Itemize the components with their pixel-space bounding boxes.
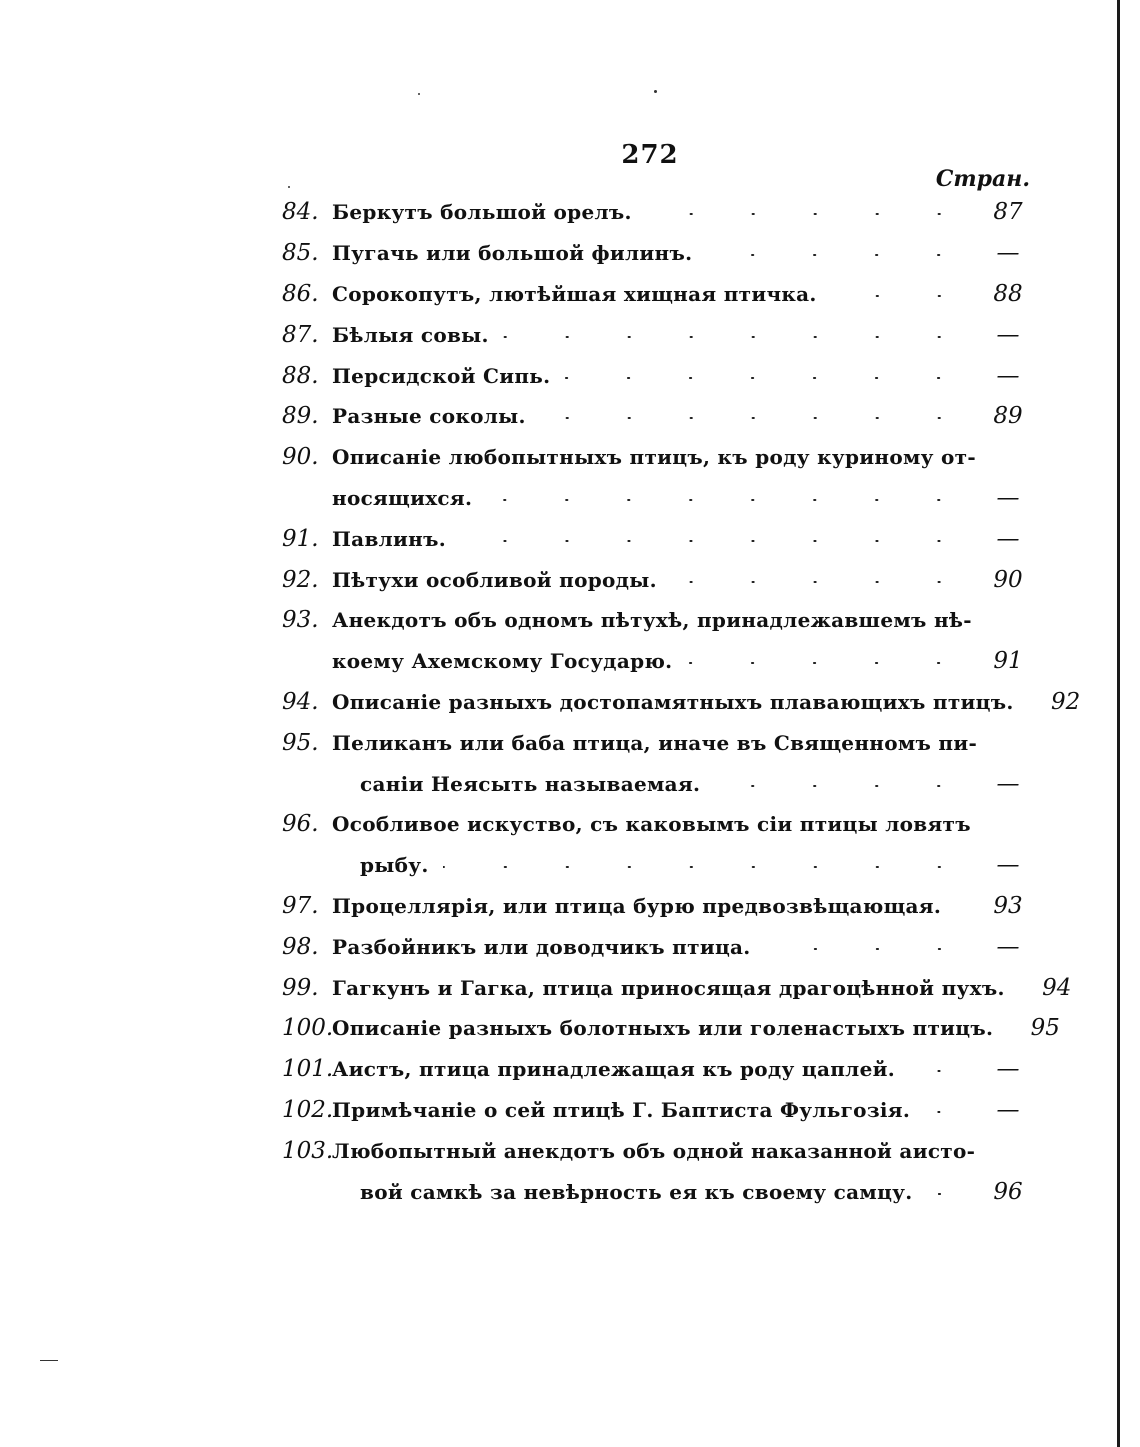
entry-page: — — [996, 852, 1020, 879]
dot-leader — [646, 213, 970, 215]
entry-title: Разные соколы. — [332, 404, 526, 429]
entry-number: 93. — [282, 607, 319, 634]
entry-title: Анекдотъ объ одномъ пѣтухѣ, принадлежавшемъ нѣ- — [332, 608, 972, 633]
table-of-contents — [282, 192, 1081, 1212]
entry-number: 99. — [282, 974, 319, 1001]
toc-entry — [282, 274, 1032, 315]
ink-speck — [418, 93, 420, 95]
entry-number: 84. — [282, 199, 319, 226]
entry-page: 92 — [1050, 688, 1081, 715]
toc-entry — [282, 437, 1032, 478]
toc-entry-continuation — [282, 478, 1032, 519]
page-column-header: Стран. — [935, 166, 1030, 192]
toc-entry — [282, 722, 1032, 763]
entry-page: — — [996, 770, 1020, 797]
entry-page: 88 — [993, 280, 1023, 307]
entry-title-continuation: саніи Неясыть называемая. — [360, 771, 701, 796]
entry-number: 101. — [282, 1056, 334, 1083]
ink-speck — [654, 90, 657, 93]
dot-leader — [443, 866, 970, 868]
ink-speck — [40, 1360, 58, 1361]
entry-title: Павлинъ. — [332, 526, 447, 551]
dot-leader — [909, 1070, 970, 1072]
entry-title-continuation: носящихся. — [332, 485, 473, 510]
entry-number: 88. — [282, 362, 319, 389]
toc-entry — [282, 192, 1032, 233]
entry-title: Любопытный анекдотъ объ одной наказанной аисто- — [332, 1138, 976, 1163]
entry-title: Пугачь или большой филинъ. — [332, 241, 693, 266]
entry-page: 91 — [993, 648, 1023, 675]
entry-number: 102. — [282, 1096, 334, 1123]
dot-leader — [540, 417, 970, 419]
entry-page: 90 — [993, 566, 1023, 593]
toc-entry — [282, 1008, 1060, 1049]
toc-entry-continuation — [282, 763, 1032, 804]
entry-page: 96 — [993, 1178, 1023, 1205]
entry-page: — — [996, 1056, 1020, 1083]
dot-leader — [460, 540, 970, 542]
toc-entry-continuation — [282, 641, 1032, 682]
dot-leader — [927, 1193, 970, 1195]
entry-page: 95 — [1030, 1015, 1060, 1042]
entry-number: 85. — [282, 240, 319, 267]
entry-page: — — [996, 484, 1020, 511]
entry-title: Аистъ, птица принадлежащая къ роду цаплей. — [332, 1057, 895, 1082]
toc-entry — [282, 1090, 1032, 1131]
toc-entry — [282, 396, 1032, 437]
dot-leader — [831, 295, 970, 297]
toc-entry — [282, 1049, 1032, 1090]
entry-title: Беркутъ большой орелъ. — [332, 200, 632, 225]
entry-title: Разбойникъ или доводчикъ птица. — [332, 934, 751, 959]
dot-leader — [486, 499, 970, 501]
entry-title: Сорокопутъ, лютѣйшая хищная птичка. — [332, 281, 817, 306]
entry-title: Гагкунъ и Гагка, птица приносящая драгоцѣнной пухъ. — [332, 975, 1005, 1000]
entry-title: Пѣтухи особливой породы. — [332, 567, 657, 592]
entry-title-continuation: коему Ахемскому Государю. — [332, 649, 673, 674]
toc-entry — [282, 314, 1032, 355]
entry-page: 87 — [993, 199, 1023, 226]
entry-number: 90. — [282, 444, 319, 471]
entry-title: Описаніе любопытныхъ птицъ, къ роду куриному от- — [332, 445, 976, 470]
entry-page: — — [996, 362, 1020, 389]
dot-leader — [503, 336, 970, 338]
entry-title: Персидской Сипь. — [332, 363, 551, 388]
page-number: 272 — [621, 140, 679, 170]
toc-entry — [282, 804, 1032, 845]
dot-leader — [765, 948, 970, 950]
toc-entry-continuation — [282, 1171, 1032, 1212]
dot-leader — [955, 907, 970, 909]
entry-number: 98. — [282, 933, 319, 960]
entry-page: — — [996, 525, 1020, 552]
entry-page: — — [996, 240, 1020, 267]
toc-entry — [282, 967, 1072, 1008]
toc-entry — [282, 559, 1032, 600]
entry-number: 97. — [282, 892, 319, 919]
entry-page: 94 — [1042, 974, 1072, 1001]
ink-speck — [288, 186, 290, 188]
toc-entry — [282, 682, 1081, 723]
entry-title-continuation: вой самкѣ за невѣрность ея къ своему самцу. — [360, 1179, 913, 1204]
toc-entry-continuation — [282, 845, 1032, 886]
entry-number: 91. — [282, 525, 319, 552]
entry-number: 95. — [282, 729, 319, 756]
entry-number: 92. — [282, 566, 319, 593]
entry-page: 89 — [993, 403, 1023, 430]
entry-title: Бѣлыя совы. — [332, 322, 489, 347]
entry-number: 103. — [282, 1137, 334, 1164]
entry-title: Процеллярія, или птица бурю предвозвѣщающая. — [332, 893, 942, 918]
dot-leader — [686, 662, 970, 664]
entry-title: Пеликанъ или баба птица, иначе въ Священномъ пи- — [332, 730, 978, 755]
entry-title: Описаніе разныхъ болотныхъ или голенастыхъ птицъ. — [332, 1016, 994, 1041]
entry-page: — — [996, 1096, 1020, 1123]
dot-leader — [714, 785, 970, 787]
dot-leader — [706, 254, 970, 256]
toc-entry — [282, 355, 1032, 396]
toc-entry — [282, 518, 1032, 559]
entry-title: Описаніе разныхъ достопамятныхъ плавающихъ птицъ. — [332, 689, 1014, 714]
entry-number: 89. — [282, 403, 319, 430]
entry-number: 86. — [282, 280, 319, 307]
dot-leader — [924, 1111, 970, 1113]
toc-entry — [282, 600, 1032, 641]
entry-number: 87. — [282, 321, 319, 348]
entry-page: — — [996, 321, 1020, 348]
entry-page: — — [996, 933, 1020, 960]
entry-title: Примѣчаніе о сей птицѣ Г. Баптиста Фульгозія. — [332, 1097, 911, 1122]
entry-title-continuation: рыбу. — [360, 853, 429, 878]
toc-entry — [282, 886, 1032, 927]
toc-entry — [282, 1130, 1032, 1171]
dot-leader — [564, 377, 970, 379]
entry-number: 100. — [282, 1015, 334, 1042]
dot-leader — [671, 581, 970, 583]
entry-number: 94. — [282, 688, 319, 715]
toc-entry — [282, 926, 1032, 967]
entry-page: 93 — [993, 892, 1023, 919]
toc-entry — [282, 233, 1032, 274]
page-edge-line — [1117, 0, 1120, 1447]
entry-number: 96. — [282, 811, 319, 838]
entry-title: Особливое искуство, съ каковымъ сіи птицы ловятъ — [332, 812, 971, 837]
